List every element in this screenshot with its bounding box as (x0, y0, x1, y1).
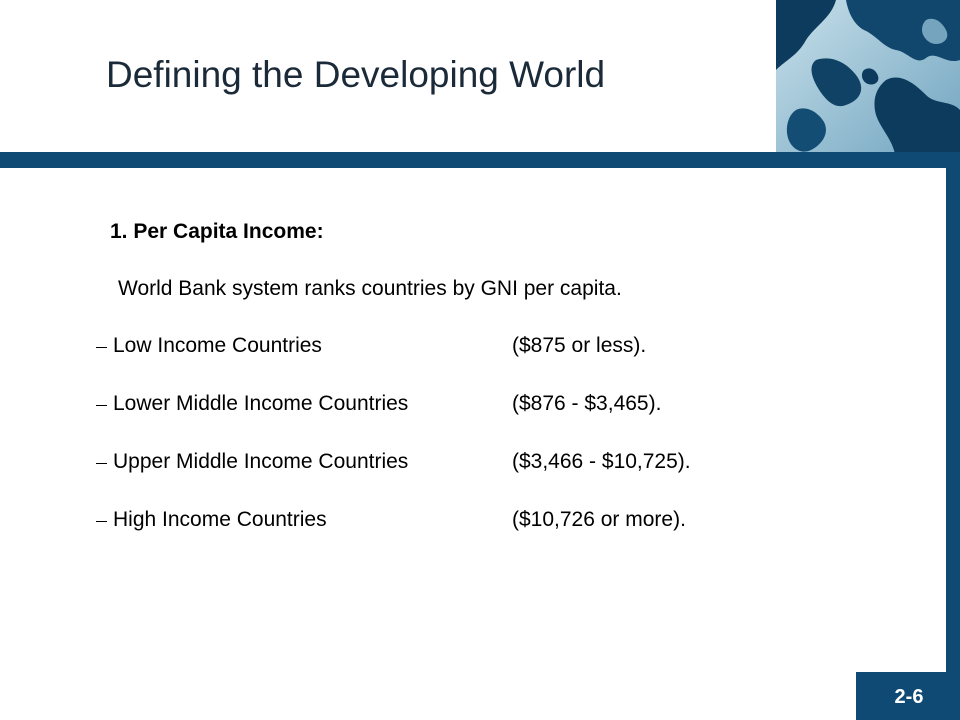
income-range: ($875 or less). (512, 334, 647, 357)
content-panel-bottom (0, 672, 856, 720)
slide-title: Defining the Developing World (106, 54, 606, 95)
page-number: 2-6 (894, 686, 924, 708)
globe-image (776, 0, 960, 160)
income-range: ($10,726 or more). (512, 508, 686, 531)
section-heading: 1. Per Capita Income: (110, 220, 324, 243)
income-category: Low Income Countries (113, 334, 322, 357)
intro-text: World Bank system ranks countries by GNI per capita. (118, 277, 622, 300)
income-category: Lower Middle Income Countries (113, 392, 409, 415)
frame-right-bar (946, 152, 960, 720)
income-range: ($876 - $3,465). (512, 392, 662, 415)
income-range: ($3,466 - $10,725). (512, 450, 691, 473)
frame-top-bar (0, 152, 960, 168)
income-category: Upper Middle Income Countries (113, 450, 409, 473)
income-category: High Income Countries (113, 508, 327, 531)
